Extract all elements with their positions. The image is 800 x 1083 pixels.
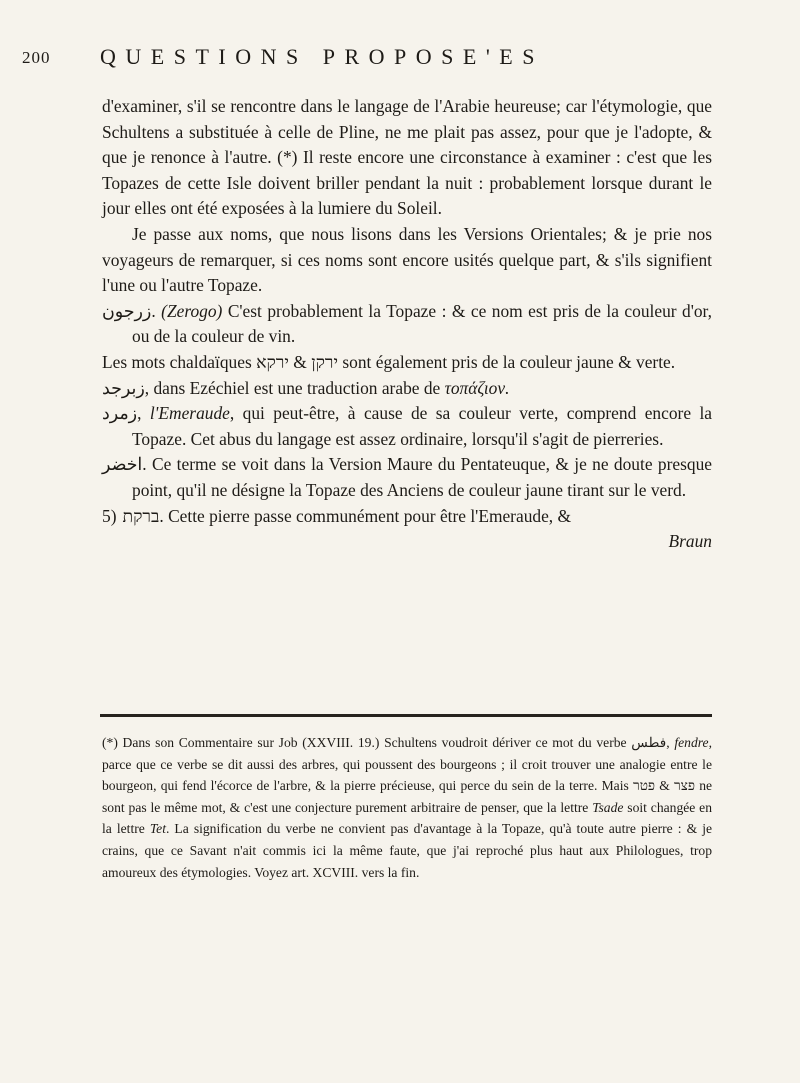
term-emeraude: l'Emeraude: [149, 403, 230, 424]
paragraph-text: C'est probablement la Topaze : & ce nom est pris de la couleur d'or, ou de la couleur de vin.: [132, 300, 712, 347]
greek-term: τοπάζιον.: [444, 377, 510, 398]
footnote-part: , parce que ce verbe se dit aussi des arbres, qui poussent des bourgeons ; il croit trouver une analogie entre le bourgeon, qui fend l'écorce de l'arbre, & la pierre précieuse, qui perce du sein de la terre. Mais: [102, 735, 712, 794]
paragraph-zerogo: [102, 299, 712, 350]
term-tsade: Tsade: [592, 799, 624, 815]
hebrew-term: ברקת.: [122, 505, 164, 526]
hebrew-term: ירקן: [311, 351, 339, 372]
arabic-term: زبرجد,: [102, 377, 150, 398]
arabic-term: اخضر.: [102, 454, 147, 475]
term-tet: Tet: [149, 821, 166, 837]
hebrew-term: פצר: [674, 778, 695, 794]
arabic-term: فطس,: [631, 735, 670, 750]
paragraph-text: , qui peut-être, à cause de sa couleur verte, comprend encore la Topaze. Cet abus du langage est assez ordinaire, lorsqu'il s'agit de pierreries.: [132, 403, 712, 449]
arabic-term: زمرد,: [102, 403, 142, 424]
paragraph-text: &: [293, 351, 307, 372]
footnote-part: . La signification du verbe ne convient pas d'avantage à la Topaze, qu'à toute autre pierre : & je crains, que ce Savant n'ait commis ici la même faute, que j'ai reproché plus haut aux Philologues, trop amoureux des étymologies. Voyez art. XCVIII. vers la fin.: [102, 821, 713, 880]
paragraph-chaldaic: [102, 350, 712, 376]
paragraph-ezechiel: [102, 376, 712, 402]
hebrew-term: ירקא: [256, 351, 289, 372]
paragraph-2: Je passe aux noms, que nous lisons dans les Versions Orientales; & je prie nos voyageurs de remarquer, si ces noms sont encore usités quelque part, & s'ils signifient l'une ou l'autre Topaze.: [102, 223, 712, 296]
paragraph-text: Cette pierre passe communément pour être l'Emeraude, &: [168, 505, 572, 526]
footnote-part: &: [659, 778, 670, 794]
footnote-part: ne sont pas le même mot, & c'est une conjecture purement arbitraire de penser, que la lettre: [102, 778, 713, 815]
running-title: QUESTIONS PROPOSE'ES: [100, 44, 544, 69]
paragraph-text: dans Ezéchiel est une traduction arabe de: [153, 377, 441, 398]
page-header: [22, 44, 740, 74]
footnote-text: [102, 732, 712, 883]
arabic-term: زرجون.: [102, 300, 156, 321]
footnote-rule: [100, 714, 712, 717]
paragraph-5: [102, 504, 712, 530]
paragraph-text: Ce terme se voit dans la Version Maure du Pentateuque, & je ne doute presque point, qu'il ne désigne la Topaze des Anciens de couleur jaune tirant sur le verd.: [132, 454, 712, 500]
hebrew-term: פטר: [633, 778, 656, 794]
footnote-part: (*) Dans son Commentaire sur Job (XXVIII. 19.) Schultens voudroit dériver ce mot du verbe: [102, 735, 627, 750]
paragraph-text: Les mots chaldaïques: [102, 351, 252, 372]
footnote-part: soit changée en la lettre: [102, 799, 713, 837]
page-number: 200: [22, 48, 51, 67]
term-fendre: fendre: [674, 735, 709, 750]
catchword: Braun: [668, 531, 712, 552]
footnote: [102, 732, 712, 883]
item-number: 5): [102, 505, 117, 526]
paragraph-1: d'examiner, s'il se rencontre dans le langage de l'Arabie heureuse; car l'étymologie, que Schultens a substituée à celle de Pline, ne me plait pas assez, pour que je l'adopte, & que je renonce à l'autre. (*) Il reste encore une circonstance à examiner : c'est que les Topazes de cette Isle doivent briller pendant la nuit : probablement lorsque durant le jour elles ont été exposées à la lumiere du Soleil.: [102, 96, 712, 219]
paragraph-text: sont également pris de la couleur jaune & verte.: [342, 351, 676, 372]
paragraph-maure: [102, 452, 712, 503]
main-text: [102, 94, 712, 555]
transliteration: (Zerogo): [161, 300, 223, 321]
paragraph-emeraude: [102, 401, 712, 452]
